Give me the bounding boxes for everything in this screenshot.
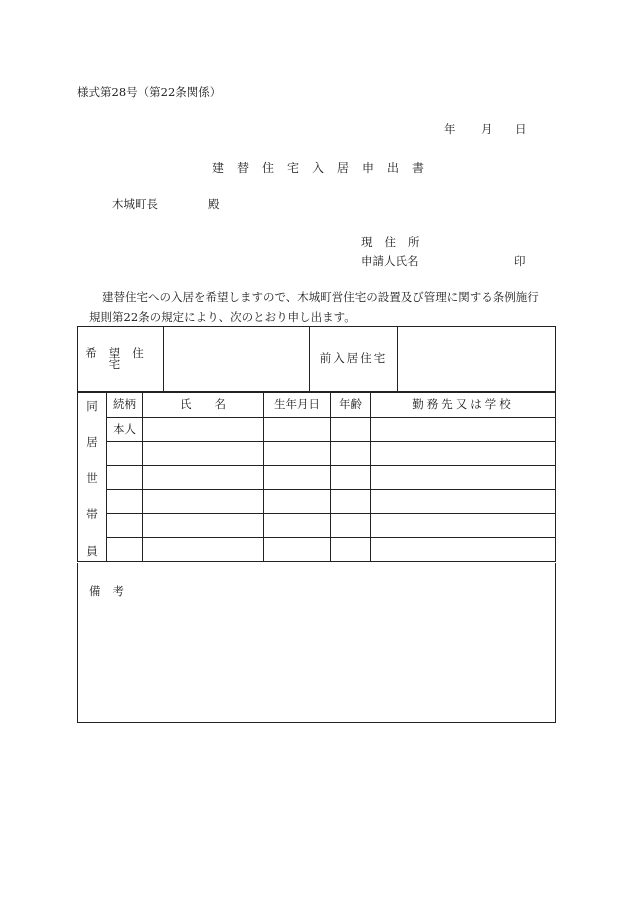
birthdate-cell[interactable] bbox=[264, 514, 331, 538]
date-year-label: 年 bbox=[444, 122, 456, 136]
name-cell[interactable] bbox=[143, 538, 264, 562]
seal-mark: 印 bbox=[514, 254, 526, 268]
household-char-4: 帯 bbox=[86, 507, 98, 522]
workplace-cell[interactable] bbox=[371, 538, 556, 562]
birthdate-cell[interactable] bbox=[264, 538, 331, 562]
desired-housing-label: 希望住宅 bbox=[78, 327, 164, 392]
date-month-label: 月 bbox=[481, 122, 493, 136]
desired-housing-field[interactable] bbox=[164, 327, 310, 392]
form-number: 様式第28号（第22条関係） bbox=[77, 85, 222, 99]
workplace-cell[interactable] bbox=[371, 514, 556, 538]
table-row bbox=[78, 418, 556, 442]
recipient-name: 木城町長 bbox=[112, 197, 158, 211]
body-text-line-1: 建替住宅への入居を希望しますので、木城町営住宅の設置及び管理に関する条例施行 bbox=[102, 290, 539, 304]
age-cell[interactable] bbox=[331, 538, 371, 562]
relation-header: 続柄 bbox=[107, 393, 143, 418]
name-header: 氏 名 bbox=[143, 393, 264, 418]
household-char-3: 世 bbox=[86, 471, 98, 486]
workplace-cell[interactable] bbox=[371, 466, 556, 490]
birthdate-cell[interactable] bbox=[264, 442, 331, 466]
relation-cell[interactable] bbox=[107, 490, 143, 514]
age-cell[interactable] bbox=[331, 418, 371, 442]
previous-housing-label: 前入居住宅 bbox=[310, 327, 398, 392]
household-char-5: 員 bbox=[86, 543, 98, 558]
household-char-2: 居 bbox=[86, 435, 98, 450]
name-cell[interactable] bbox=[143, 490, 264, 514]
relation-cell-self: 本人 bbox=[107, 418, 143, 442]
relation-cell[interactable] bbox=[107, 514, 143, 538]
housing-table bbox=[77, 326, 556, 392]
age-cell[interactable] bbox=[331, 466, 371, 490]
household-table bbox=[77, 392, 556, 562]
age-cell[interactable] bbox=[331, 514, 371, 538]
relation-cell[interactable] bbox=[107, 538, 143, 562]
birthdate-cell[interactable] bbox=[264, 490, 331, 514]
table-row bbox=[78, 490, 556, 514]
table-row bbox=[78, 466, 556, 490]
table-row bbox=[78, 514, 556, 538]
name-cell[interactable] bbox=[143, 466, 264, 490]
remarks-box[interactable] bbox=[77, 563, 556, 723]
name-cell[interactable] bbox=[143, 514, 264, 538]
household-header-row bbox=[78, 393, 556, 418]
workplace-header: 勤務先又は学校 bbox=[371, 393, 556, 418]
household-char-1: 同 bbox=[86, 399, 98, 413]
applicant-name-label: 申請人氏名 bbox=[361, 254, 419, 268]
applicant-address-label: 現住所 bbox=[361, 235, 432, 249]
age-cell[interactable] bbox=[331, 442, 371, 466]
name-cell[interactable] bbox=[143, 442, 264, 466]
workplace-cell[interactable] bbox=[371, 418, 556, 442]
relation-cell[interactable] bbox=[107, 442, 143, 466]
body-text-line-2: 規則第22条の規定により、次のとおり申し出ます。 bbox=[89, 310, 356, 324]
previous-housing-field[interactable] bbox=[398, 327, 556, 392]
birthdate-cell[interactable] bbox=[264, 418, 331, 442]
remarks-label: 備考 bbox=[89, 584, 136, 598]
birthdate-header: 生年月日 bbox=[264, 393, 331, 418]
relation-cell[interactable] bbox=[107, 466, 143, 490]
name-cell[interactable] bbox=[143, 418, 264, 442]
household-label-cell bbox=[78, 393, 107, 562]
date-day-label: 日 bbox=[515, 122, 527, 136]
age-header: 年齢 bbox=[331, 393, 371, 418]
birthdate-cell[interactable] bbox=[264, 466, 331, 490]
table-row bbox=[78, 442, 556, 466]
recipient-honorific: 殿 bbox=[208, 197, 220, 211]
workplace-cell[interactable] bbox=[371, 490, 556, 514]
table-row bbox=[78, 538, 556, 562]
workplace-cell[interactable] bbox=[371, 442, 556, 466]
age-cell[interactable] bbox=[331, 490, 371, 514]
form-title: 建替住宅入居申出書 bbox=[212, 161, 438, 175]
